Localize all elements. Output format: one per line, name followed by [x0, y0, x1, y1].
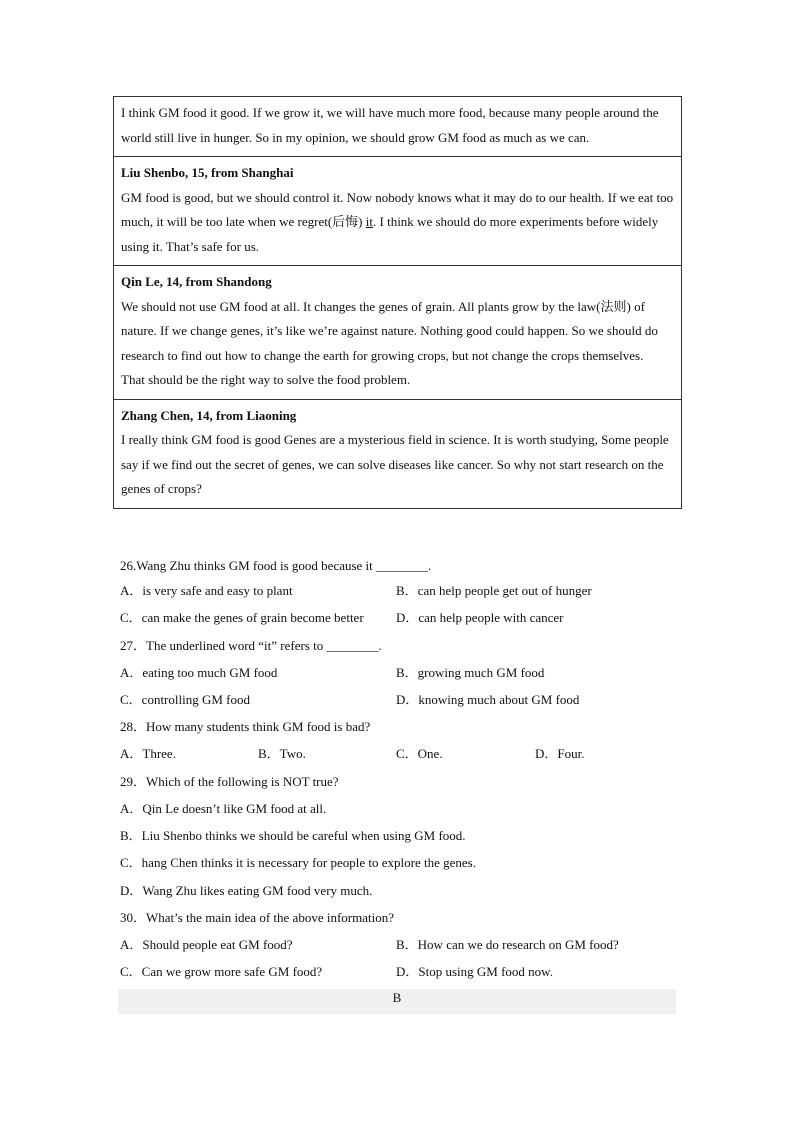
- section-label: B: [392, 990, 402, 1005]
- entry-text: I really think GM food is good Genes are a mysterious field in science. It is worth studying, Some people say if we find out the secret of genes, we can solve diseases like cancer. So why not start research on the genes of crops?: [121, 432, 669, 496]
- entry-author: Qin Le, 14, from Shandong: [121, 274, 272, 289]
- option-b: B．can help people get out of hunger: [396, 583, 592, 598]
- entry-text: We should not use GM food at all. It changes the genes of grain. All plants grow by the law(法则) of nature. If we change genes, it’s like we’re against nature. Nothing good could happen. So we should do research to find out how to change the earth for growing crops, but not change the crops themselves.: [121, 298, 658, 363]
- option-d: D．knowing much about GM food: [396, 692, 580, 707]
- option-b: B．growing much GM food: [396, 665, 545, 680]
- question-stem: 28．How many students think GM food is bad?: [120, 719, 371, 734]
- option-b: B．Liu Shenbo thinks we should be careful when using GM food.: [120, 828, 466, 843]
- option-a: A．Qin Le doesn’t like GM food at all.: [120, 801, 327, 816]
- option-d: D．Wang Zhu likes eating GM food very much.: [120, 883, 373, 898]
- entry-text: GM food is good, but we should control it. Now nobody knows what it may do to our health. If we eat too much, it will be too late when we regret(后悔): [121, 189, 674, 229]
- option-c: C．hang Chen thinks it is necessary for people to explore the genes.: [120, 855, 476, 870]
- section-footer: [118, 989, 676, 1014]
- option-b: B．Two.: [258, 746, 306, 761]
- option-c: C．controlling GM food: [120, 692, 250, 707]
- entry-qin-le: [114, 265, 681, 399]
- option-d: D．Stop using GM food now.: [396, 964, 553, 979]
- entry-author: Zhang Chen, 14, from Liaoning: [121, 407, 297, 423]
- option-c: C．One.: [396, 746, 443, 761]
- question-stem: 27．The underlined word “it” refers to ________.: [120, 638, 382, 653]
- option-c: C．can make the genes of grain become better: [120, 610, 364, 625]
- option-a: A．Should people eat GM food?: [120, 937, 293, 952]
- option-b: B．How can we do research on GM food?: [396, 937, 619, 952]
- option-a: A．is very safe and easy to plant: [120, 583, 293, 598]
- question-stem: 26.Wang Zhu thinks GM food is good because it ________.: [120, 558, 432, 573]
- entry-wang-zhu: [114, 97, 681, 156]
- question-stem: 30．What’s the main idea of the above information?: [120, 910, 394, 925]
- question-stem: 29．Which of the following is NOT true?: [120, 774, 339, 789]
- entry-author: Liu Shenbo, 15, from Shanghai: [121, 165, 294, 180]
- option-a: A．Three.: [120, 746, 176, 761]
- entry-text: I think GM food it good. If we grow it, we will have much more food, because many people around the world still live in hunger. So in my opinion, we should grow GM food as much as we can.: [121, 105, 659, 145]
- option-d: D．can help people with cancer: [396, 610, 564, 625]
- option-d: D．Four.: [535, 746, 585, 761]
- entry-text-cont: . I think we should do more experiments before widely using it. That’s safe for us.: [121, 214, 659, 254]
- opinion-table: [113, 96, 682, 509]
- entry-zhang-chen: [114, 399, 681, 508]
- option-c: C．Can we grow more safe GM food?: [120, 964, 323, 979]
- entry-liu-shenbo: [114, 156, 681, 265]
- entry-text-cont: That should be the right way to solve the food problem.: [121, 372, 411, 387]
- option-a: A．eating too much GM food: [120, 665, 278, 680]
- underlined-word: it: [365, 214, 373, 229]
